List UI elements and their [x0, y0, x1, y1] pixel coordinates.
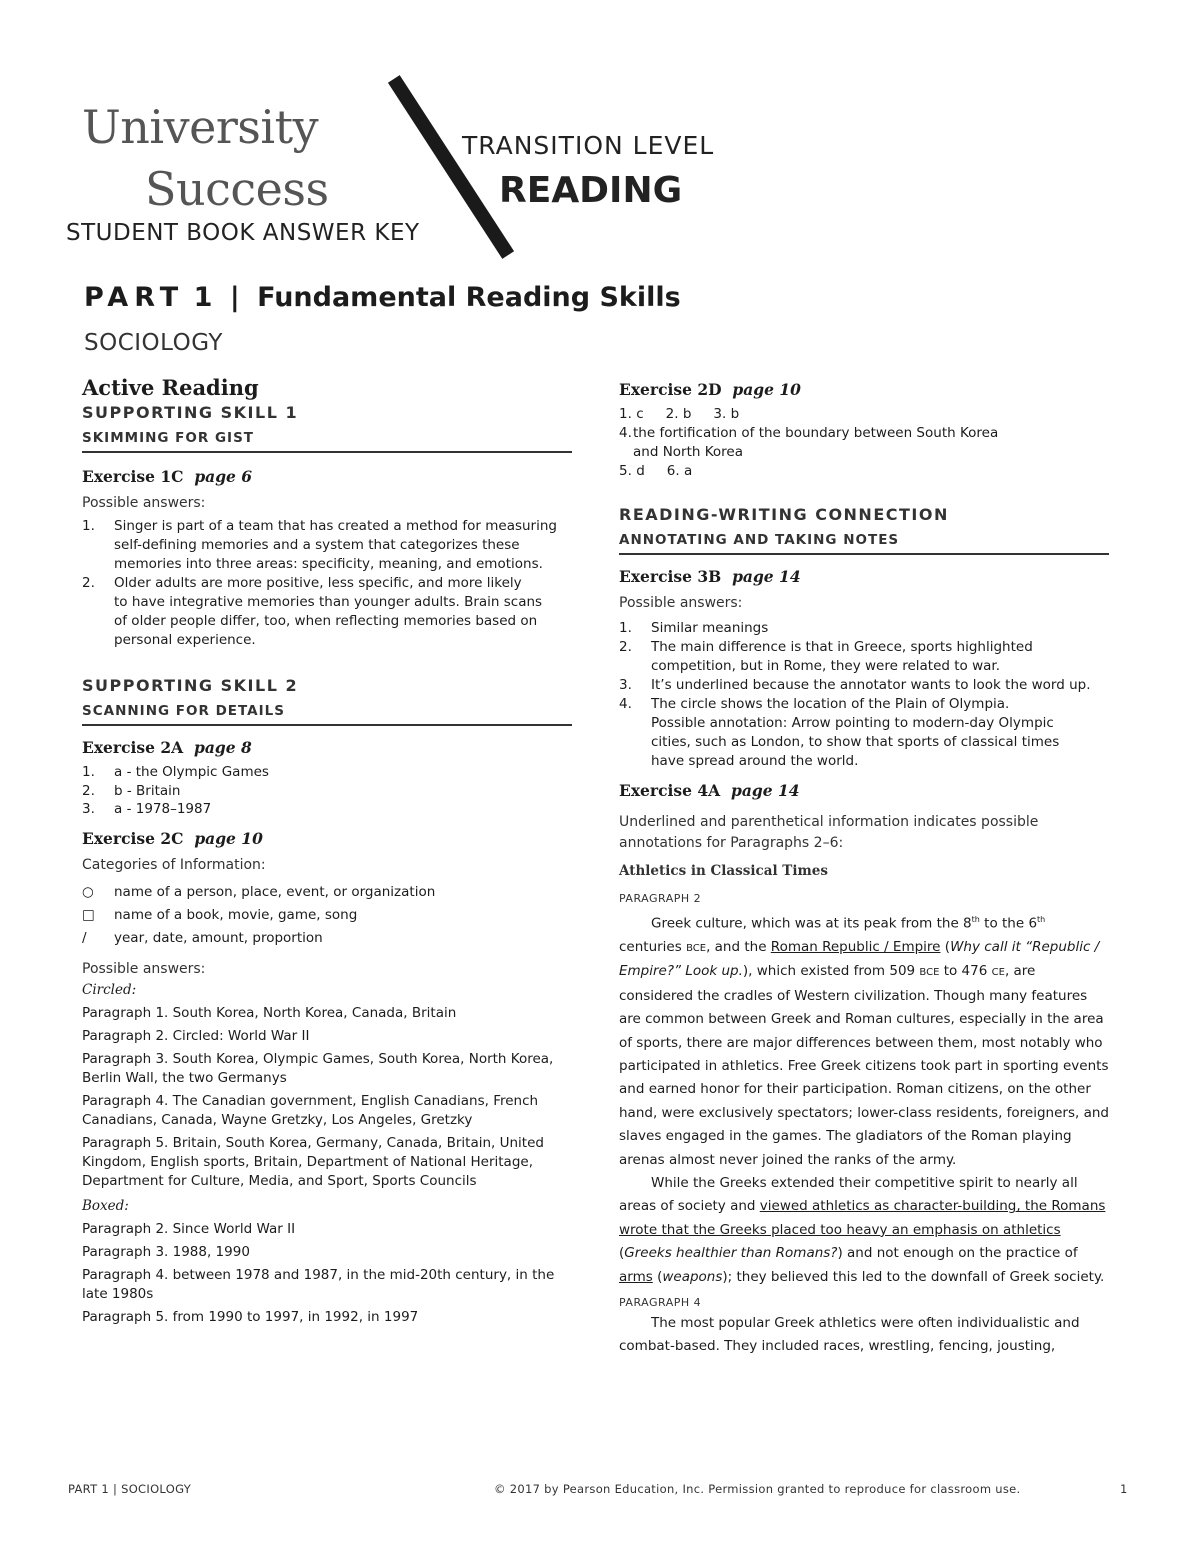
- list-item: [82, 574, 572, 650]
- boxed-list: [82, 1220, 572, 1327]
- active-reading-heading: Active Reading: [82, 375, 259, 400]
- text-run: While the Greeks extended their competitive spirit to nearly all areas of society and: [619, 1174, 1078, 1215]
- item-number: 5.: [619, 463, 632, 479]
- list-item: Paragraph 2. Since World War II: [82, 1220, 296, 1237]
- text-run: (: [652, 1268, 663, 1285]
- text-run: to the 6: [979, 915, 1038, 932]
- scanning-for-details-heading: SCANNING FOR DETAILS: [82, 702, 572, 726]
- text-run: ), which existed from 509: [742, 963, 920, 980]
- exercise-page: page 10: [732, 380, 801, 399]
- reading-label: READING: [499, 170, 683, 211]
- subject-heading: SOCIOLOGY: [84, 330, 223, 356]
- item-number: 3.: [713, 406, 727, 422]
- list-item: [619, 424, 1109, 462]
- circle-mark-icon: ○: [82, 883, 94, 900]
- answer-text: d: [636, 463, 645, 479]
- answer-line: Similar meanings: [651, 620, 769, 636]
- item-number: 1.: [82, 764, 95, 780]
- answer-row: [619, 462, 1109, 481]
- answer-line: It’s underlined because the annotator wants to look the word up.: [651, 677, 1091, 693]
- answer-text: b - Britain: [114, 782, 181, 799]
- list-item: [666, 405, 692, 424]
- exercise-page: page 8: [194, 738, 252, 757]
- answer-line: the fortification of the boundary between South Korea: [633, 425, 999, 441]
- box-mark-icon: □: [82, 906, 95, 923]
- exercise-1c-answers: [82, 517, 572, 650]
- list-item: [82, 782, 572, 801]
- text-run: ) and not enough on the practice of: [837, 1245, 1078, 1262]
- list-item: [82, 904, 572, 927]
- possible-answers-label: Possible answers:: [82, 495, 206, 511]
- text-run: ); they believed this led to the downfall of Greek society.: [722, 1268, 1105, 1285]
- item-number: 2.: [82, 782, 95, 799]
- paragraph-2-heading: PARAGRAPH 2: [619, 892, 702, 905]
- item-number: 2.: [665, 406, 679, 422]
- exercise-1c-heading: [82, 467, 572, 486]
- exercise-page: page 14: [732, 567, 801, 586]
- article-title: Athletics in Classical Times: [619, 863, 828, 879]
- exercise-title: Exercise 4A: [619, 781, 721, 800]
- part-separator: |: [229, 282, 240, 313]
- answer-text: a - 1978–1987: [114, 801, 212, 817]
- text-run: Greek culture, which was at its peak from the 8: [651, 915, 972, 932]
- annotating-heading: ANNOTATING AND TAKING NOTES: [619, 531, 1109, 555]
- slash-mark-icon: /: [82, 929, 87, 946]
- item-number: 3.: [82, 801, 95, 817]
- exercise-2d-heading: [619, 380, 1109, 399]
- item-number: 2.: [619, 639, 632, 655]
- list-item: [82, 763, 572, 782]
- text-run: , and the: [706, 938, 771, 955]
- list-item: Paragraph 2. Circled: World War II: [82, 1027, 310, 1044]
- category-text: year, date, amount, proportion: [114, 929, 323, 946]
- exercise-4a-intro: Underlined and parenthetical information indicates possible annotations for Paragraphs 2–6:: [619, 814, 1039, 851]
- brand-success: Success: [145, 162, 329, 216]
- exercise-2a-answers: [82, 763, 572, 819]
- list-item: [82, 927, 572, 950]
- answer-text: c: [636, 406, 644, 422]
- answer-line: self-defining memories and a system that categorizes these: [114, 537, 520, 553]
- text-run: to 476: [939, 963, 992, 980]
- list-item: [619, 619, 1109, 638]
- exercise-title: Exercise 2A: [82, 738, 184, 757]
- underlined-annotation: viewed athletics as character-building, the Romans wrote that the Greeks placed too heavy an emphasis on athletics: [619, 1198, 1106, 1238]
- part-title: Fundamental Reading Skills: [257, 282, 681, 313]
- answer-line: The circle shows the location of the Plain of Olympia.: [651, 696, 1010, 712]
- answer-line: Possible annotation: Arrow pointing to modern-day Olympic: [651, 715, 1054, 731]
- circled-label: Circled:: [82, 981, 137, 998]
- item-number: 3.: [619, 677, 632, 693]
- era-abbrev: BCE: [686, 942, 707, 954]
- part-heading: [84, 282, 681, 313]
- list-item: Paragraph 3. 1988, 1990: [82, 1243, 250, 1260]
- boxed-label: Boxed:: [82, 1197, 129, 1214]
- list-item: [667, 462, 692, 481]
- possible-answers-label: Possible answers:: [619, 595, 743, 611]
- supporting-skill-1-heading: SUPPORTING SKILL 1: [82, 403, 299, 422]
- item-number: 4.: [619, 696, 632, 712]
- paragraph-2-text: [619, 908, 1109, 1172]
- reading-writing-connection-heading: READING-WRITING CONNECTION: [619, 505, 949, 524]
- item-number: 2.: [82, 575, 95, 591]
- footer-section-label: PART 1 | SOCIOLOGY: [68, 1482, 192, 1496]
- skimming-for-gist-heading: SKIMMING FOR GIST: [82, 429, 572, 453]
- page-number: 1: [1120, 1482, 1128, 1496]
- list-item: Paragraph 3. South Korea, Olympic Games, South Korea, North Korea, Berlin Wall, the two Germanys: [82, 1050, 554, 1086]
- list-item: [619, 676, 1109, 695]
- answer-text: b: [730, 406, 740, 422]
- left-column: [82, 375, 572, 1331]
- exercise-title: Exercise 2D: [619, 380, 722, 399]
- transition-level-label: TRANSITION LEVEL: [462, 131, 715, 160]
- answer-line: personal experience.: [114, 632, 256, 648]
- exercise-title: Exercise 2C: [82, 828, 184, 848]
- exercise-title: Exercise 3B: [619, 567, 722, 586]
- list-item: [713, 405, 739, 424]
- answer-line: and North Korea: [633, 444, 744, 460]
- exercise-2d-answers: [619, 405, 1109, 481]
- paragraph-4-heading: PARAGRAPH 4: [619, 1296, 702, 1309]
- margin-note: weapons: [662, 1268, 723, 1285]
- exercise-2c-heading: [82, 829, 572, 848]
- list-item: [619, 638, 1109, 676]
- circled-list: [82, 1004, 572, 1191]
- answer-line: The main difference is that in Greece, sports highlighted: [651, 639, 1033, 655]
- era-abbrev: CE: [991, 967, 1005, 979]
- answer-line: Singer is part of a team that has created a method for measuring: [114, 518, 557, 534]
- answer-line: to have integrative memories than younger adults. Brain scans: [114, 594, 543, 610]
- exercise-page: page 14: [731, 781, 800, 800]
- answer-row: [619, 405, 1109, 424]
- list-item: [619, 695, 1109, 771]
- item-number: 6.: [666, 463, 680, 479]
- text-run: (: [940, 938, 951, 955]
- answer-key-subtitle: STUDENT BOOK ANSWER KEY: [66, 220, 420, 246]
- list-item: [82, 517, 572, 574]
- list-item: [82, 881, 572, 904]
- text-run: (: [619, 1245, 625, 1262]
- answer-text: a: [683, 463, 693, 479]
- superscript: th: [971, 915, 980, 924]
- superscript: th: [1037, 915, 1046, 924]
- footer-copyright: © 2017 by Pearson Education, Inc. Permission granted to reproduce for classroom use.: [494, 1482, 1021, 1496]
- exercise-title: Exercise 1C: [82, 467, 184, 486]
- exercise-page: page 10: [194, 828, 263, 848]
- categories-label: Categories of Information:: [82, 856, 266, 873]
- right-column: [619, 380, 1109, 1359]
- list-item: Paragraph 4. between 1978 and 1987, in the mid-20th century, in the late 1980s: [82, 1266, 555, 1302]
- categories-list: [82, 881, 572, 950]
- possible-answers-label: Possible answers:: [82, 960, 206, 977]
- text-run: centuries: [619, 938, 687, 955]
- item-number: 4.: [619, 425, 632, 441]
- list-item: [82, 800, 572, 819]
- answer-line: cities, such as London, to show that sports of classical times: [651, 734, 1060, 750]
- part-number: 1: [193, 282, 213, 313]
- supporting-skill-2-heading: SUPPORTING SKILL 2: [82, 676, 299, 695]
- answer-line: competition, but in Rome, they were related to war.: [651, 658, 1001, 674]
- exercise-3b-answers: [619, 619, 1109, 771]
- list-item: Paragraph 1. South Korea, North Korea, Canada, Britain: [82, 1004, 457, 1021]
- exercise-4a-heading: [619, 781, 1109, 800]
- part-label: PART: [84, 282, 185, 313]
- underlined-annotation: Roman Republic / Empire: [770, 938, 941, 955]
- answer-line: have spread around the world.: [651, 753, 859, 769]
- exercise-3b-heading: [619, 567, 1109, 586]
- brand-university: University: [82, 100, 319, 154]
- category-text: name of a person, place, event, or organization: [114, 883, 436, 900]
- answer-line: of older people differ, too, when reflecting memories based on: [114, 613, 538, 629]
- answer-line: memories into three areas: specificity, meaning, and emotions.: [114, 556, 543, 572]
- list-item: Paragraph 5. from 1990 to 1997, in 1992, in 1997: [82, 1308, 419, 1325]
- list-item: [619, 462, 645, 481]
- underlined-annotation: arms: [619, 1268, 653, 1285]
- item-number: 1.: [619, 620, 632, 636]
- paragraph-3-text: [619, 1172, 1109, 1289]
- item-number: 1.: [619, 406, 632, 422]
- category-text: name of a book, movie, game, song: [114, 906, 358, 923]
- answer-text: b: [682, 406, 692, 422]
- list-item: Paragraph 4. The Canadian government, English Canadians, French Canadians, Canada, Wayne Gretzky, Los Angeles, Gretzky: [82, 1092, 539, 1128]
- list-item: [619, 405, 644, 424]
- exercise-page: page 6: [194, 467, 253, 486]
- era-abbrev: BCE: [919, 967, 940, 979]
- exercise-2a-heading: [82, 738, 572, 757]
- margin-note: Greeks healthier than Romans?: [624, 1245, 838, 1262]
- answer-text: a - the Olympic Games: [114, 764, 269, 780]
- list-item: Paragraph 5. Britain, South Korea, Germany, Canada, Britain, United Kingdom, English sports, Britain, Department of National Heritage, Department for Culture, Media, and Sport, Sports Councils: [82, 1134, 544, 1189]
- text-run: , are considered the cradles of Western civilization. Though many features are common between Greek and Roman cultures, especially in the area of sports, there are major differences between them, most notably who participated in athletics. Free Greek citizens took part in sporting events and earned honor for their participation. Roman citizens, on the other hand, were exclusively spectators; lower-class residents, foreigners, and slaves engaged in the games. The gladiators of the Roman playing arenas almost never joined the ranks of the army.: [619, 963, 1109, 1168]
- margin-note: Why call it “Republic / Empire?” Look up.: [619, 938, 1100, 980]
- paragraph-4-text: The most popular Greek athletics were often individualistic and combat-based. They included races, wrestling, fencing, jousting,: [619, 1315, 1080, 1355]
- item-number: 1.: [82, 518, 95, 534]
- answer-line: Older adults are more positive, less specific, and more likely: [114, 575, 522, 591]
